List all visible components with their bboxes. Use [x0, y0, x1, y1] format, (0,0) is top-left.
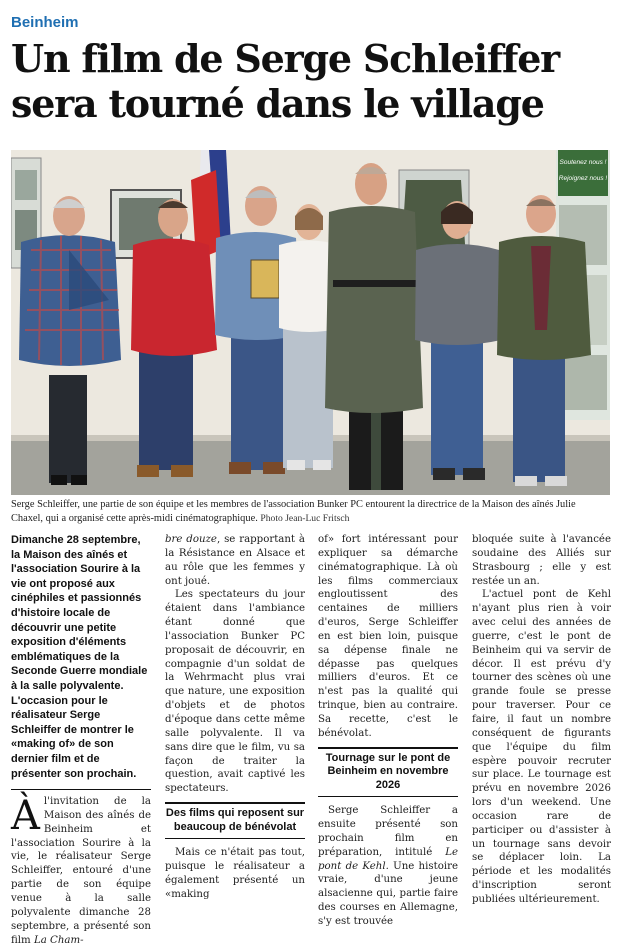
caption-text: Serge Schleiffer, une partie de son équipe et les membres de l'association Bunker PC entourent la directrice de la Maison des aînés Julie Chaxel, qui a organisé cette après-midi cinématographique.	[11, 499, 576, 524]
poster-line1: Soutenez nous !	[559, 159, 607, 166]
subhead-tournage: Tournage sur le pont de Beinheim en novembre 2026	[325, 751, 451, 791]
photo-caption	[11, 498, 610, 525]
film-title-end: bre douze	[165, 534, 217, 545]
col2-paragraph-3: Mais ce n'était pas tout, puisque le réalisateur a également présenté un «making	[165, 847, 305, 900]
col3-paragraph-2-pre: Serge Schleiffer a ensuite présenté son prochain film en préparation, intitulé	[318, 805, 458, 858]
col2-paragraph-2: Les spectateurs du jour étaient dans l'ambiance étant donné que l'association Bunker PC proposait de découvrir, en compagnie d'un soldat de la Wehrmacht plus vrai que nature, une exposition d'objets et de photos d'époque dans cette même salle polyvalente. Il va sans dire que le film, vu sa façon de traiter la question, avait captivé les spectateurs.	[165, 589, 305, 795]
subhead-box-1	[165, 802, 305, 839]
subhead-box-2	[318, 747, 458, 798]
col3-paragraph-2-post: . Une histoire vraie, d'une jeune alsacienne qui, partie faire des courses en Allemagne, s'y est trouvée	[318, 860, 458, 927]
column-divider	[11, 789, 151, 790]
photo-credit: Photo Jean-Luc Fritsch	[260, 512, 350, 524]
next-film-title: Le pont de Kehl	[318, 846, 458, 872]
drop-cap: À	[11, 793, 40, 840]
col3-paragraph-2	[318, 804, 458, 929]
headline: Un film de Serge Schleiffer sera tourné dans le village	[11, 36, 559, 126]
subhead-benevolat: Des films qui reposent sur beaucoup de bénévolat	[165, 807, 305, 833]
col2-paragraph-1	[165, 533, 305, 588]
column-2	[165, 533, 305, 901]
lead-paragraph: Dimanche 28 septembre, la Maison des aînés et l'association Sourire à la vie ont proposé aux cinéphiles et passionnés d'histoire locale de découvrir une petite exposition d'éléments emblématiques de la Seconde Guerre mondiale à la salle polyvalente. L'occasion pour le réalisateur Serge Schleiffer de montrer le «making of» de son dernier film et de présenter son prochain.	[11, 534, 148, 780]
col3-paragraph-1: of» fort intéressant pour expliquer sa démarche cinématographique. Là où les films commerciaux engloutissent des centaines de milliers d'euros, Serge Schleiffer en est bien loin, puisque sa dépense finale ne dépasse pas quelques milliers d'euros. Et ce n'est pas la qualité qui trinque, bien au contraire. Sa recette, c'est le bénévolat.	[318, 534, 458, 739]
body-paragraph-1-text: l'invitation de la Maison des aînés de Beinheim et l'association Sourire à la vie, le réalisateur Serge Schleiffer, entouré d'une partie de son équipe venue à la salle polyvalente dimanche 28 septembre, a présenté son film	[11, 796, 151, 946]
section-kicker: Beinheim	[11, 14, 79, 31]
body-paragraph-1	[11, 795, 151, 947]
column-4	[472, 533, 611, 907]
film-dvd	[251, 260, 279, 298]
poster-line2: Rejoignez nous !	[558, 175, 608, 182]
film-title-part: La Cham-	[33, 934, 84, 946]
col2-paragraph-1-text: , se rapportant à la Résistance en Alsace et au rôle que les femmes y ont joué.	[165, 534, 305, 587]
col4-paragraph-1: bloquée suite à l'avancée soudaine des Alliés sur Strasbourg ; elle y est restée un an.	[472, 534, 611, 587]
column-3	[318, 533, 458, 929]
column-1	[11, 533, 151, 947]
group-photo	[11, 150, 610, 495]
col4-paragraph-2: L'actuel pont de Kehl n'ayant plus rien à voir avec celui des années de guerre, c'est le pont de Beinheim qui va servir de décor. Il est prévu d'y tourner des scènes où une grande foule se presse pour traverser. Pour ce faire, il faut un nombre conséquent de figurants que l'équipe du film espère pouvoir recruter sur place. Le tournage est prévu en novembre 2026 lors d'un weekend. Une occasion rare de participer ou d'assister à un tournage sans devoir se déplacer loin. La période et les modalités d'inscription seront publiées ultérieurement.	[472, 589, 611, 905]
